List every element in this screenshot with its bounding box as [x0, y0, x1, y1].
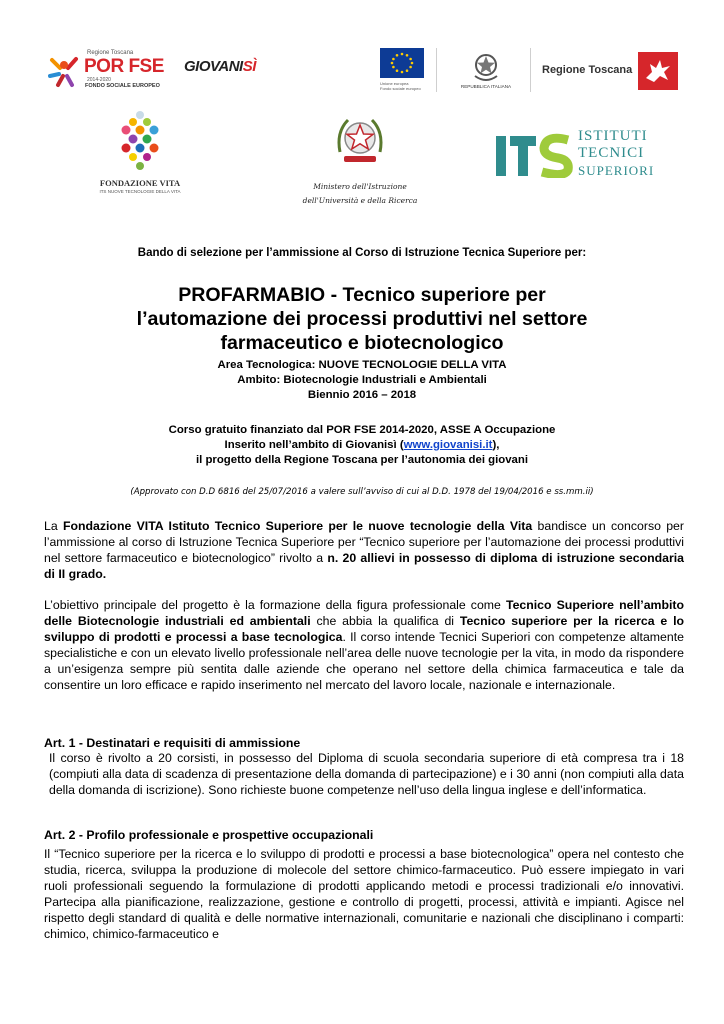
ministero-line2: dell'Università e della Ricerca	[302, 196, 418, 205]
course-title-line: l’automazione dei processi produttivi nel settore	[136, 308, 588, 330]
por-years: 2014-2020	[87, 77, 111, 83]
ministero-emblem-icon	[334, 112, 386, 170]
art1-paragraph: Il corso è rivolto a 20 corsisti, in possesso del Diploma di scuola secondaria superiore di età compresa tra i 18 (compiuti alla data di scadenza di presentazione della domanda di partecipazione) e i 30 anni (non compiuti alla data della domanda di iscrizione). Sono richieste buone competenze nell’uso della lingua inglese e dell’informatica.	[49, 751, 684, 797]
giovanisi-logo	[184, 58, 256, 75]
regione-toscana-label: Regione Toscana	[542, 64, 633, 76]
course-title	[40, 283, 684, 355]
text-run: bandisce un concorso per l’ammissione al corso di Istruzione Tecnica Superiore per “Tecnico superiore per l’automazione dei processi produttivi nel settore farmaceutico e biotecnologico” rivolto a	[44, 519, 684, 565]
fondazione-vita-logo	[80, 110, 200, 200]
course-title-line: farmaceutico e biotecnologico	[220, 332, 504, 354]
funding-text: Inserito nell’ambito di Giovanisì (	[224, 439, 404, 451]
eu-caption: Unione europea Fondo sociale europeo	[380, 81, 421, 91]
funding-info	[40, 423, 684, 468]
eu-flag-icon	[380, 48, 424, 78]
logo-divider	[436, 48, 437, 92]
biennio: Biennio 2016 – 2018	[307, 389, 417, 401]
ambito: Ambito: Biotecnologie Industriali e Ambientali	[237, 374, 487, 386]
por-fse-emblem-icon	[46, 52, 84, 90]
bold-run: n. 20 allievi in possesso di diploma di istruzione secondaria di II grado.	[44, 551, 684, 581]
course-title-line: PROFARMABIO - Tecnico superiore per	[178, 284, 546, 306]
italian-emblem-icon	[471, 50, 501, 82]
por-fund-label: FONDO SOCIALE EUROPEO	[85, 83, 160, 89]
course-meta	[40, 358, 684, 403]
text-run: La	[44, 519, 63, 533]
art2-heading: Art. 2 - Profilo professionale e prospettive occupazionali	[44, 828, 374, 842]
funding-line: Corso gratuito finanziato dal POR FSE 2014-2020, ASSE A Occupazione	[168, 424, 556, 436]
area-tecnologica: Area Tecnologica: NUOVE TECNOLOGIE DELLA VITA	[217, 359, 507, 371]
ministero-line1: Ministero dell'Istruzione	[313, 182, 407, 191]
funding-line	[40, 438, 684, 453]
fondazione-subtitle: ITS NUOVE TECNOLOGIE DELLA VITA	[99, 189, 181, 194]
bando-heading: Bando di selezione per l’ammissione al Corso di Istruzione Tecnica Superiore per:	[137, 247, 587, 259]
giovanisi-main: GIOVANI	[184, 58, 243, 75]
giovanisi-accent: SÌ	[242, 58, 256, 75]
approval-note: (Approvato con D.D 6816 del 25/07/2016 a valere sull’avviso di cui al D.D. 1978 del 19/04/2016 e ss.mm.ii)	[130, 487, 594, 497]
por-fse-wordmark: POR FSE	[84, 56, 164, 77]
art1-heading: Art. 1 - Destinatari e requisiti di ammissione	[44, 736, 301, 750]
objective-paragraph	[44, 597, 684, 693]
text-run: L’obiettivo principale del progetto è la formazione della figura professionale come	[44, 598, 506, 612]
repubblica-caption: REPUBBLICA ITALIANA	[460, 84, 512, 89]
its-logo	[494, 126, 680, 182]
its-word-3: SUPERIORI	[578, 163, 655, 178]
bold-run: Tecnico Superiore nell’ambito delle Biotecnologie industriali ed ambientali	[44, 598, 684, 628]
por-region-label: Regione Toscana	[87, 50, 134, 56]
funding-text: ),	[492, 439, 500, 451]
its-word-1: ISTITUTI	[578, 128, 648, 144]
its-word-2: TECNICI	[578, 145, 645, 161]
its-monogram-icon	[494, 130, 574, 178]
art2-paragraph: Il “Tecnico superiore per la ricerca e lo sviluppo di prodotti e processi a base biotecnologica” opera nel contesto che studia, ricerca, sviluppa la produzione di molecole del settore chimico-farmaceutico. Può essere impiegato in vari ruoli professionali seguendo la formulazione di prodotti applicando metodi e processi tradizionali e/o innovativi. Partecipa alla pianificazione, realizzazione, gestione e controllo di progetti, processi, attività e impianti. Agisce nel rispetto degli standard di qualità e delle normative internazionali, comunitarie e nazionali che disciplinano i comparti: chimico, chimico-farmaceutico e	[44, 847, 684, 941]
por-fse-logo	[46, 50, 176, 92]
regione-toscana-logo	[540, 50, 680, 90]
bold-run: Tecnico superiore per la ricerca e lo sviluppo di prodotti e processi a base tecnologica	[44, 614, 685, 644]
bold-run: Fondazione VITA Istituto Tecnico Superiore per le nuove tecnologie della Vita	[62, 519, 533, 533]
ministero-logo	[290, 112, 430, 208]
pegasus-icon	[638, 52, 678, 90]
fondazione-dots-icon	[116, 110, 164, 172]
eu-logo	[380, 48, 428, 93]
giovanisi-link[interactable]: www.giovanisi.it	[403, 439, 493, 451]
intro-paragraph	[44, 518, 684, 582]
funding-line: il progetto della Regione Toscana per l’autonomia dei giovani	[195, 454, 529, 466]
repubblica-italiana-logo	[444, 48, 528, 93]
fondazione-name: FONDAZIONE VITA	[99, 178, 181, 188]
text-run: . Il corso intende Tecnici Superiori con competenze altamente specialistiche e con un elevato livello professionale nell’area delle nuove tecnologie per la vita, in modo da rispondere a un’esigenza sempre più sentita dalle aziende che operano nel settore della chimica farmaceutica e tale da consentire un loro efficace e rapido inserimento nel mercato del lavoro locale, nazionale e internazionale.	[44, 630, 684, 692]
text-run: che abbia la qualifica di	[310, 614, 460, 628]
logo-divider	[530, 48, 531, 92]
